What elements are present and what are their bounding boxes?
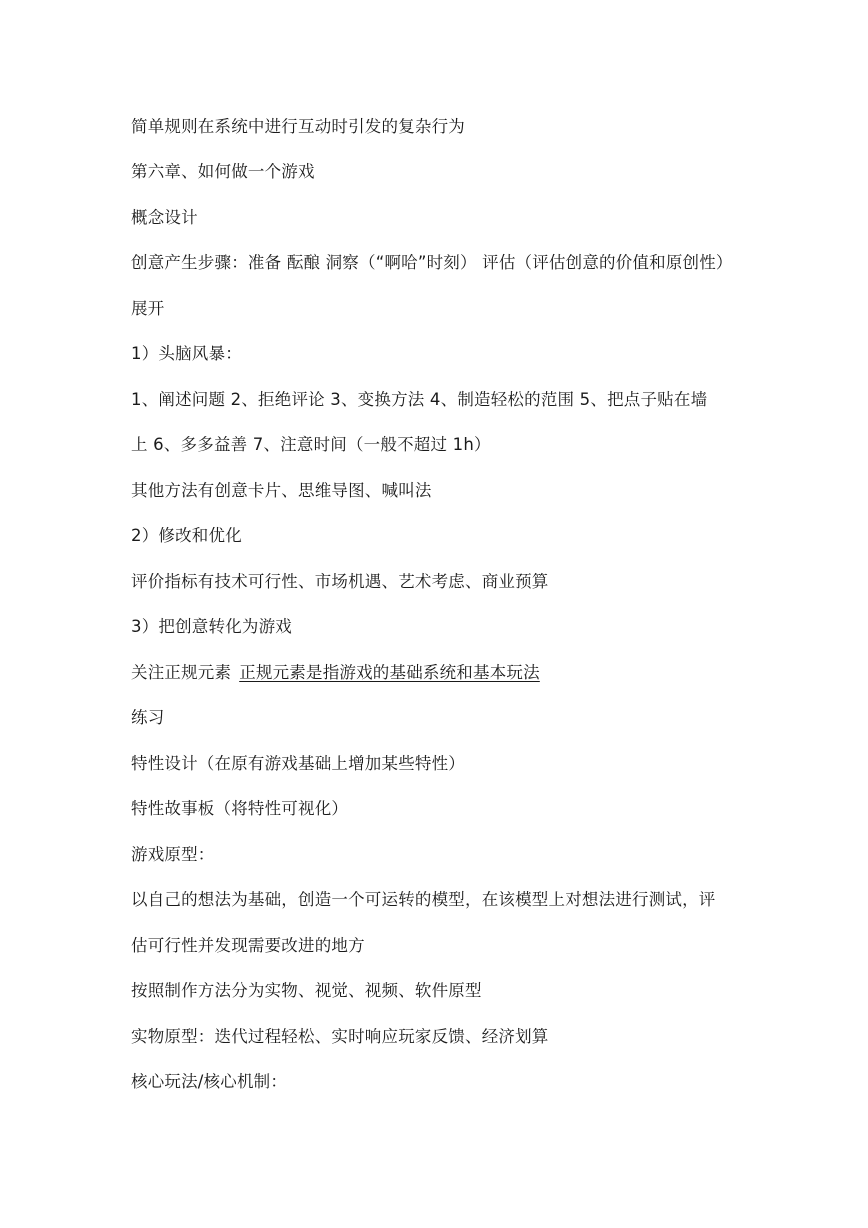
- text-line: 游戏原型：: [131, 845, 215, 864]
- text-line: 其他方法有创意卡片、思维导图、喊叫法: [131, 481, 432, 500]
- text-line: 估可行性并发现需要改进的地方: [131, 936, 365, 955]
- formal-elements-definition: 正规元素是指游戏的基础系统和基本玩法: [239, 663, 540, 682]
- text-line: 1）头脑风暴：: [131, 344, 242, 363]
- text-line: 简单规则在系统中进行互动时引发的复杂行为: [131, 117, 465, 136]
- text-line: 以自己的想法为基础，创造一个可运转的模型，在该模型上对想法进行测试，评: [131, 890, 716, 909]
- text-line: 创意产生步骤：准备 酝酿 洞察（“啊哈”时刻） 评估（评估创意的价值和原创性）: [131, 253, 733, 272]
- text-line: 特性设计（在原有游戏基础上增加某些特性）: [131, 754, 465, 773]
- text-line: 练习: [131, 708, 165, 727]
- text-line: 实物原型：迭代过程轻松、实时响应玩家反馈、经济划算: [131, 1027, 549, 1046]
- text-line: 核心玩法/核心机制：: [131, 1072, 288, 1091]
- text-line: 3）把创意转化为游戏: [131, 617, 292, 636]
- text-line: [131, 662, 540, 684]
- text-line: 评价指标有技术可行性、市场机遇、艺术考虑、商业预算: [131, 572, 549, 591]
- text-line: 上 6、多多益善 7、注意时间（一般不超过 1h）: [131, 435, 491, 454]
- chapter-heading: 第六章、如何做一个游戏: [131, 162, 315, 181]
- formal-elements-label: 关注正规元素: [131, 663, 232, 682]
- text-line: 按照制作方法分为实物、视觉、视频、软件原型: [131, 981, 482, 1000]
- text-line: 2）修改和优化: [131, 526, 242, 545]
- text-line: 特性故事板（将特性可视化）: [131, 799, 349, 818]
- text-line: 1、阐述问题 2、拒绝评论 3、变换方法 4、制造轻松的范围 5、把点子贴在墙: [131, 390, 708, 409]
- section-heading: 概念设计: [131, 208, 198, 227]
- text-line: 展开: [131, 299, 165, 318]
